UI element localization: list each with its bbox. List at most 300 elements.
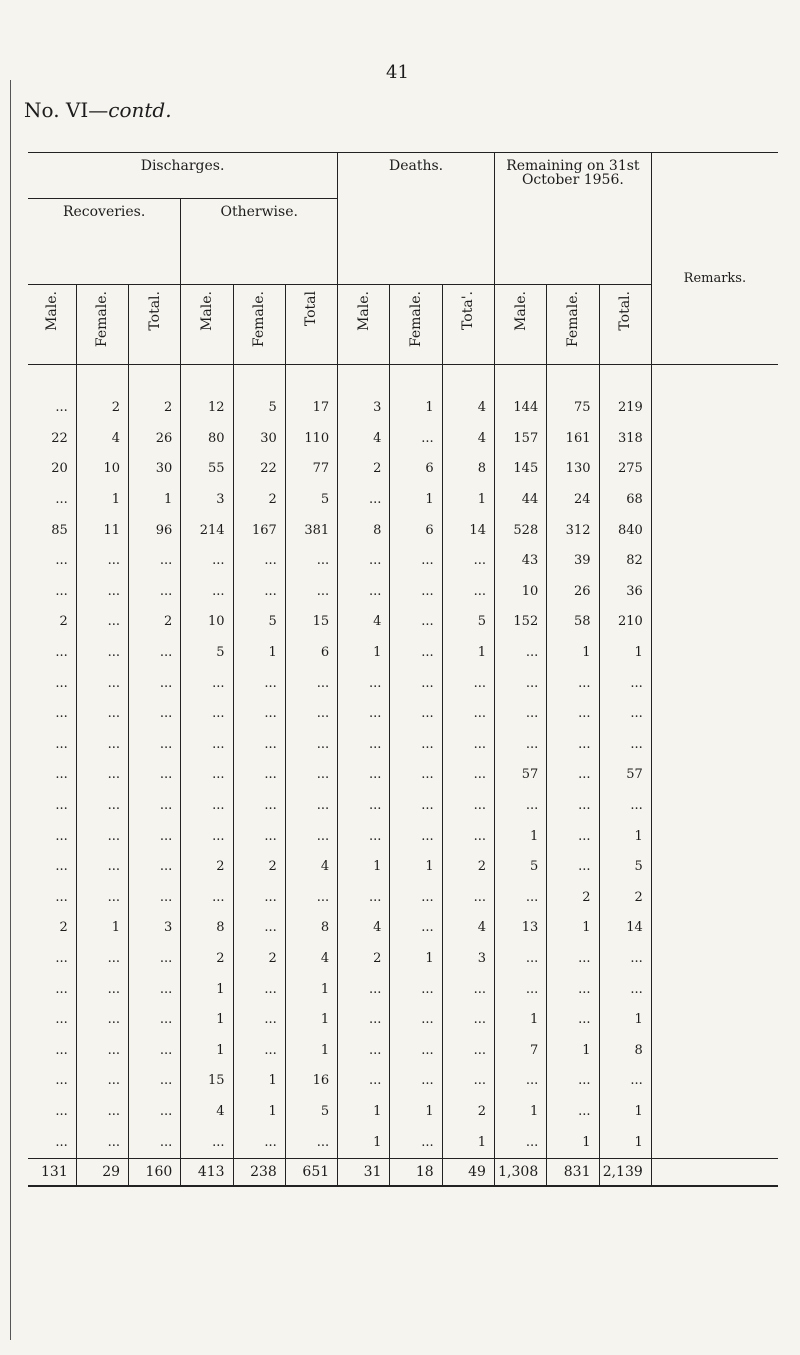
table-cell: 1 [233, 1097, 285, 1128]
table-row [28, 638, 778, 669]
table-cell: ... [233, 883, 285, 914]
table-cell: ... [338, 791, 390, 822]
table-cell: ... [390, 638, 442, 669]
table-cell: ... [76, 821, 128, 852]
table-cell: ... [390, 546, 442, 577]
column-heading-label: Male. [43, 291, 60, 331]
table-cell: ... [129, 760, 181, 791]
table-cell: ... [129, 1005, 181, 1036]
table-cell: ... [129, 883, 181, 914]
remarks-cell [651, 883, 778, 914]
table-cell: ... [442, 699, 494, 730]
table-cell: ... [76, 760, 128, 791]
table-cell: 10 [76, 454, 128, 485]
table-cell: 1 [338, 1097, 390, 1128]
totals-row [28, 1158, 778, 1186]
table-cell: 2 [181, 852, 233, 883]
table-cell: 2 [76, 393, 128, 424]
table-cell: 1 [129, 485, 181, 516]
table-row [28, 821, 778, 852]
table-cell: ... [76, 1127, 128, 1158]
table-cell: ... [338, 699, 390, 730]
table-cell: 3 [442, 944, 494, 975]
table-cell: 11 [76, 515, 128, 546]
table-cell: 1 [338, 852, 390, 883]
table-row [28, 1066, 778, 1097]
table-cell: ... [547, 974, 599, 1005]
table-cell: 2 [129, 393, 181, 424]
table-cell: 8 [338, 515, 390, 546]
table-cell: ... [547, 944, 599, 975]
table-cell: ... [55, 1103, 68, 1119]
table-cell: ... [338, 577, 390, 608]
column-heading [76, 285, 128, 365]
table-cell: ... [338, 760, 390, 791]
table-cell: 44 [494, 485, 546, 516]
table-cell: 210 [599, 607, 651, 638]
table-cell: ... [494, 944, 546, 975]
remarks-cell [651, 791, 778, 822]
table-cell: ... [442, 1035, 494, 1066]
table-cell: ... [599, 668, 651, 699]
table-cell: ... [129, 974, 181, 1005]
table-cell: 7 [494, 1035, 546, 1066]
column-heading [390, 285, 442, 365]
table-cell: ... [599, 730, 651, 761]
total-cell: 651 [285, 1158, 337, 1186]
table-cell: ... [181, 668, 233, 699]
table-cell: ... [494, 668, 546, 699]
table-cell: ... [442, 760, 494, 791]
table-cell: ... [285, 668, 337, 699]
remarks-cell [651, 944, 778, 975]
remarks-cell [651, 1097, 778, 1128]
table-cell: ... [55, 736, 68, 752]
table-cell: 43 [494, 546, 546, 577]
table-cell: 2 [599, 883, 651, 914]
table-cell: ... [390, 1066, 442, 1097]
table-cell: 4 [338, 424, 390, 455]
table-cell: ... [55, 889, 68, 905]
table-cell: ... [442, 883, 494, 914]
table-row [28, 577, 778, 608]
table-row [28, 913, 778, 944]
table-cell: ... [285, 883, 337, 914]
table-cell: ... [285, 821, 337, 852]
table-cell: ... [338, 485, 390, 516]
table-row [28, 760, 778, 791]
table-cell: 214 [181, 515, 233, 546]
table-cell: ... [76, 1066, 128, 1097]
table-cell: ... [547, 852, 599, 883]
table-cell: ... [76, 577, 128, 608]
table-cell: 82 [599, 546, 651, 577]
table-cell: 85 [51, 522, 68, 538]
table-cell: 1 [181, 974, 233, 1005]
table-cell: 4 [76, 424, 128, 455]
table-cell: ... [494, 791, 546, 822]
table-cell: ... [55, 1042, 68, 1058]
table-cell: ... [129, 546, 181, 577]
table-cell: ... [129, 821, 181, 852]
table-cell: ... [390, 424, 442, 455]
table-cell: 381 [285, 515, 337, 546]
table-cell: ... [390, 974, 442, 1005]
table-cell: 318 [599, 424, 651, 455]
table-cell: 130 [547, 454, 599, 485]
table-row [28, 1035, 778, 1066]
table-row [28, 1127, 778, 1158]
table-cell: ... [285, 577, 337, 608]
table-cell: 1 [599, 821, 651, 852]
table-cell: ... [233, 974, 285, 1005]
column-heading-label: Total. [146, 291, 163, 331]
table-cell: 4 [285, 852, 337, 883]
table-cell: ... [285, 546, 337, 577]
table-cell: 1 [547, 1127, 599, 1158]
table-cell: ... [494, 699, 546, 730]
table-cell: ... [129, 1097, 181, 1128]
total-cell: 160 [129, 1158, 181, 1186]
table-cell: ... [233, 913, 285, 944]
table-cell: ... [181, 577, 233, 608]
table-cell: ... [76, 607, 128, 638]
table-cell: ... [547, 1097, 599, 1128]
remarks-cell [651, 974, 778, 1005]
table-row [28, 607, 778, 638]
table-cell: ... [390, 883, 442, 914]
remarks-cell [651, 699, 778, 730]
table-cell: 4 [181, 1097, 233, 1128]
remarks-cell [651, 485, 778, 516]
table-cell: 1 [599, 1005, 651, 1036]
column-heading [28, 285, 76, 365]
table-cell: ... [76, 974, 128, 1005]
table-cell: 312 [547, 515, 599, 546]
table-cell: 14 [442, 515, 494, 546]
table-cell: ... [76, 638, 128, 669]
table-cell: ... [547, 699, 599, 730]
table-row [28, 699, 778, 730]
table-cell: ... [55, 1134, 68, 1150]
column-heading-label: Tota'. [460, 291, 477, 330]
table-cell: ... [55, 1073, 68, 1089]
table-cell: 5 [285, 485, 337, 516]
column-heading-label: Female. [94, 291, 111, 348]
table-cell: ... [181, 760, 233, 791]
remarks-cell [651, 454, 778, 485]
table-cell: 17 [285, 393, 337, 424]
table-cell: 14 [599, 913, 651, 944]
table-cell: 30 [233, 424, 285, 455]
page-number: 41 [386, 62, 409, 83]
total-cell: 831 [547, 1158, 599, 1186]
table-cell: ... [233, 699, 285, 730]
table-cell: ... [181, 730, 233, 761]
table-cell: 1 [181, 1035, 233, 1066]
deaths-header: Deaths. [338, 153, 495, 285]
table-cell: ... [55, 950, 68, 966]
table-cell: ... [233, 577, 285, 608]
total-cell: 1,308 [494, 1158, 546, 1186]
table-cell: 1 [390, 944, 442, 975]
remarks-cell [651, 607, 778, 638]
table-cell: ... [55, 798, 68, 814]
caption-suffix: contd. [108, 98, 172, 122]
table-cell: ... [129, 577, 181, 608]
page-edge-rule [10, 80, 11, 1340]
column-heading-label: Male. [512, 291, 529, 331]
table-cell: 1 [390, 852, 442, 883]
total-cell: 2,139 [599, 1158, 651, 1186]
table-cell: ... [129, 1066, 181, 1097]
table-cell: ... [338, 1066, 390, 1097]
table-cell: ... [547, 821, 599, 852]
table-cell: ... [390, 607, 442, 638]
table-cell: ... [76, 546, 128, 577]
table-cell: 5 [285, 1097, 337, 1128]
table-cell: 5 [181, 638, 233, 669]
remarks-cell [651, 1066, 778, 1097]
table-row [28, 515, 778, 546]
column-heading [129, 285, 181, 365]
caption-prefix: No. VI— [24, 98, 109, 122]
table-cell: 1 [76, 485, 128, 516]
table-cell: ... [76, 791, 128, 822]
table-cell: ... [55, 400, 68, 416]
table-cell: 96 [129, 515, 181, 546]
table-cell: ... [338, 1035, 390, 1066]
table-cell: ... [338, 1005, 390, 1036]
table-cell: ... [547, 760, 599, 791]
recoveries-header: Recoveries. [28, 199, 181, 285]
table-cell: ... [55, 1012, 68, 1028]
table-cell: ... [181, 791, 233, 822]
table-cell: 68 [599, 485, 651, 516]
table-cell: ... [547, 1005, 599, 1036]
table-cell: ... [390, 577, 442, 608]
table-cell: 2 [129, 607, 181, 638]
table-cell: ... [390, 791, 442, 822]
table-cell: 3 [181, 485, 233, 516]
table-cell: ... [55, 583, 68, 599]
table-cell: 75 [547, 393, 599, 424]
table-cell: 22 [233, 454, 285, 485]
table-cell: 5 [494, 852, 546, 883]
total-cell: 238 [233, 1158, 285, 1186]
total-cell: 29 [76, 1158, 128, 1186]
remarks-cell [651, 852, 778, 883]
table-cell: 2 [442, 852, 494, 883]
table-cell: ... [181, 699, 233, 730]
table-cell: ... [390, 821, 442, 852]
table-cell: ... [129, 791, 181, 822]
table-row [28, 974, 778, 1005]
table-row [28, 1097, 778, 1128]
remarks-cell [651, 1035, 778, 1066]
table-cell: ... [233, 730, 285, 761]
table-cell: 57 [599, 760, 651, 791]
table-cell: 8 [442, 454, 494, 485]
table-cell: ... [390, 760, 442, 791]
table-cell: ... [233, 1005, 285, 1036]
table-row [28, 791, 778, 822]
remarks-cell [651, 1158, 778, 1186]
table-cell: 5 [599, 852, 651, 883]
table-cell: 219 [599, 393, 651, 424]
table-cell: 6 [390, 515, 442, 546]
table-cell: 1 [285, 974, 337, 1005]
column-heading [547, 285, 599, 365]
table-cell: 1 [599, 1127, 651, 1158]
table-caption [24, 98, 172, 122]
table-row [28, 668, 778, 699]
column-heading-label: Female. [564, 291, 581, 348]
table-cell: 144 [494, 393, 546, 424]
table-cell: ... [233, 791, 285, 822]
table-cell: 1 [390, 1097, 442, 1128]
table-cell: ... [233, 546, 285, 577]
table-row [28, 485, 778, 516]
table-cell: 39 [547, 546, 599, 577]
column-heading [599, 285, 651, 365]
table-cell: ... [338, 883, 390, 914]
column-heading-label: Female. [251, 291, 268, 348]
column-heading-label: Total [303, 291, 320, 327]
column-heading [494, 285, 546, 365]
table-cell: 1 [285, 1035, 337, 1066]
table-cell: 1 [338, 1127, 390, 1158]
table-cell: 4 [442, 393, 494, 424]
table-cell: ... [494, 638, 546, 669]
remarks-cell [651, 515, 778, 546]
table-cell: ... [442, 730, 494, 761]
table-cell: ... [181, 821, 233, 852]
table-cell: 2 [233, 485, 285, 516]
table-cell: 2 [59, 614, 68, 630]
table-cell: 8 [599, 1035, 651, 1066]
table-cell: ... [129, 1127, 181, 1158]
table-cell: ... [547, 668, 599, 699]
table-cell: ... [129, 1035, 181, 1066]
table-cell: 1 [233, 638, 285, 669]
table-cell: ... [390, 1005, 442, 1036]
table-cell: ... [494, 974, 546, 1005]
table-cell: ... [76, 1097, 128, 1128]
table-cell: ... [55, 981, 68, 997]
table-cell: 15 [285, 607, 337, 638]
table-cell: ... [599, 791, 651, 822]
table-row [28, 1005, 778, 1036]
total-cell: 413 [181, 1158, 233, 1186]
table-cell: ... [442, 546, 494, 577]
table-cell: 2 [233, 852, 285, 883]
remarks-cell [651, 913, 778, 944]
table-cell: ... [390, 1035, 442, 1066]
table-cell: ... [442, 821, 494, 852]
total-cell: 31 [338, 1158, 390, 1186]
table-cell: 36 [599, 577, 651, 608]
table-cell: ... [285, 699, 337, 730]
table-cell: 15 [181, 1066, 233, 1097]
table-cell: ... [233, 668, 285, 699]
table-cell: 5 [233, 393, 285, 424]
table-cell: 1 [494, 1005, 546, 1036]
table-cell: 4 [338, 607, 390, 638]
table-cell: 80 [181, 424, 233, 455]
table-cell: ... [494, 883, 546, 914]
table-cell: ... [76, 883, 128, 914]
table-cell: ... [390, 699, 442, 730]
table-cell: ... [76, 1005, 128, 1036]
table-cell: ... [390, 1127, 442, 1158]
table-cell: ... [55, 828, 68, 844]
table-cell: ... [494, 1066, 546, 1097]
table-cell: 12 [181, 393, 233, 424]
table-cell: ... [547, 730, 599, 761]
column-heading-label: Male. [198, 291, 215, 331]
table-cell: ... [55, 645, 68, 661]
table-cell: ... [442, 974, 494, 1005]
table-cell: 6 [390, 454, 442, 485]
table-cell: ... [442, 1066, 494, 1097]
table-cell: ... [55, 859, 68, 875]
table-cell: 1 [442, 638, 494, 669]
remarks-cell [651, 1005, 778, 1036]
table-cell: 1 [599, 638, 651, 669]
table-cell: ... [599, 1066, 651, 1097]
remarks-cell [651, 668, 778, 699]
table-cell: 1 [338, 638, 390, 669]
table-cell: ... [338, 546, 390, 577]
remarks-cell [651, 577, 778, 608]
table-row [28, 883, 778, 914]
table-cell: 26 [129, 424, 181, 455]
table-cell: 4 [285, 944, 337, 975]
table-cell: 4 [338, 913, 390, 944]
table-cell: ... [233, 760, 285, 791]
table-cell: 1 [547, 1035, 599, 1066]
table-cell: 57 [494, 760, 546, 791]
table-cell: 26 [547, 577, 599, 608]
table-cell: ... [599, 944, 651, 975]
statistics-table [28, 152, 778, 1187]
table-cell: 4 [442, 913, 494, 944]
table-cell: ... [76, 699, 128, 730]
table-cell: ... [285, 791, 337, 822]
table-cell: ... [55, 767, 68, 783]
table-cell: 157 [494, 424, 546, 455]
table-cell: 20 [51, 461, 68, 477]
table-cell: ... [129, 638, 181, 669]
table-cell: ... [442, 577, 494, 608]
table-row [28, 393, 778, 424]
remarks-cell [651, 424, 778, 455]
table-cell: 2 [233, 944, 285, 975]
table-cell: 1 [547, 638, 599, 669]
otherwise-header: Otherwise. [181, 199, 338, 285]
remarks-cell [651, 546, 778, 577]
column-heading-label: Female. [408, 291, 425, 348]
column-heading-label: Male. [355, 291, 372, 331]
column-heading [233, 285, 285, 365]
table-cell: 1 [494, 821, 546, 852]
table-cell: 2 [338, 454, 390, 485]
table-cell: 1 [599, 1097, 651, 1128]
table-cell: ... [390, 913, 442, 944]
remarks-cell [651, 1127, 778, 1158]
table-cell: 1 [390, 485, 442, 516]
